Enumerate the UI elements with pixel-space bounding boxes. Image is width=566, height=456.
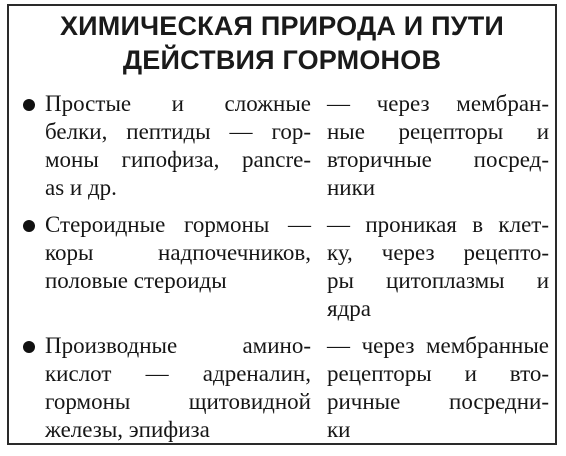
text-line: ры цитоплазмы и <box>327 268 549 293</box>
text-line: Стероидные гормоны — <box>45 212 311 237</box>
title-line-1: ХИМИЧЕСКАЯ ПРИРОДА И ПУТИ <box>59 11 505 41</box>
text-line: ядра <box>327 296 371 321</box>
title-line-2: ДЕЙСТВИЯ ГОРМОНОВ <box>122 45 442 75</box>
hormone-type <box>45 90 311 202</box>
text-line: гормоны щитовидной <box>45 389 311 414</box>
text-line: ки <box>327 417 351 442</box>
action-path <box>327 211 549 323</box>
page-title <box>9 9 555 77</box>
text-line: кислот — адреналин, <box>45 361 311 386</box>
bullet-icon <box>23 220 35 232</box>
hormone-type <box>45 211 311 295</box>
text-line: ники <box>327 175 376 200</box>
action-path <box>327 332 549 444</box>
text-line: ку, через рецепто- <box>327 240 549 265</box>
bullet-icon <box>23 99 35 111</box>
text-line: моны гипофиза, pancre- <box>45 147 311 172</box>
text-line: — через мембран- <box>327 91 549 116</box>
text-line: Простые и сложные <box>45 91 311 116</box>
text-line: вторичные посред- <box>327 147 549 172</box>
hormone-type <box>45 332 311 444</box>
bullet-icon <box>23 341 35 353</box>
text-line: — через мембранные <box>327 333 549 358</box>
text-line: ные рецепторы и <box>327 119 549 144</box>
text-line: Производные амино- <box>45 333 311 358</box>
text-line: as и др. <box>45 175 117 200</box>
content-frame <box>7 4 557 445</box>
text-line: ричные посредни- <box>327 389 549 414</box>
text-line: белки, пептиды — гор- <box>45 119 311 144</box>
text-line: коры надпочечников, <box>45 240 311 265</box>
text-line: — проникая в клет- <box>327 212 549 237</box>
text-line: рецепторы и вто- <box>327 361 549 386</box>
text-line: половые стероиды <box>45 268 227 293</box>
text-line: железы, эпифиза <box>45 417 210 442</box>
action-path <box>327 90 549 202</box>
